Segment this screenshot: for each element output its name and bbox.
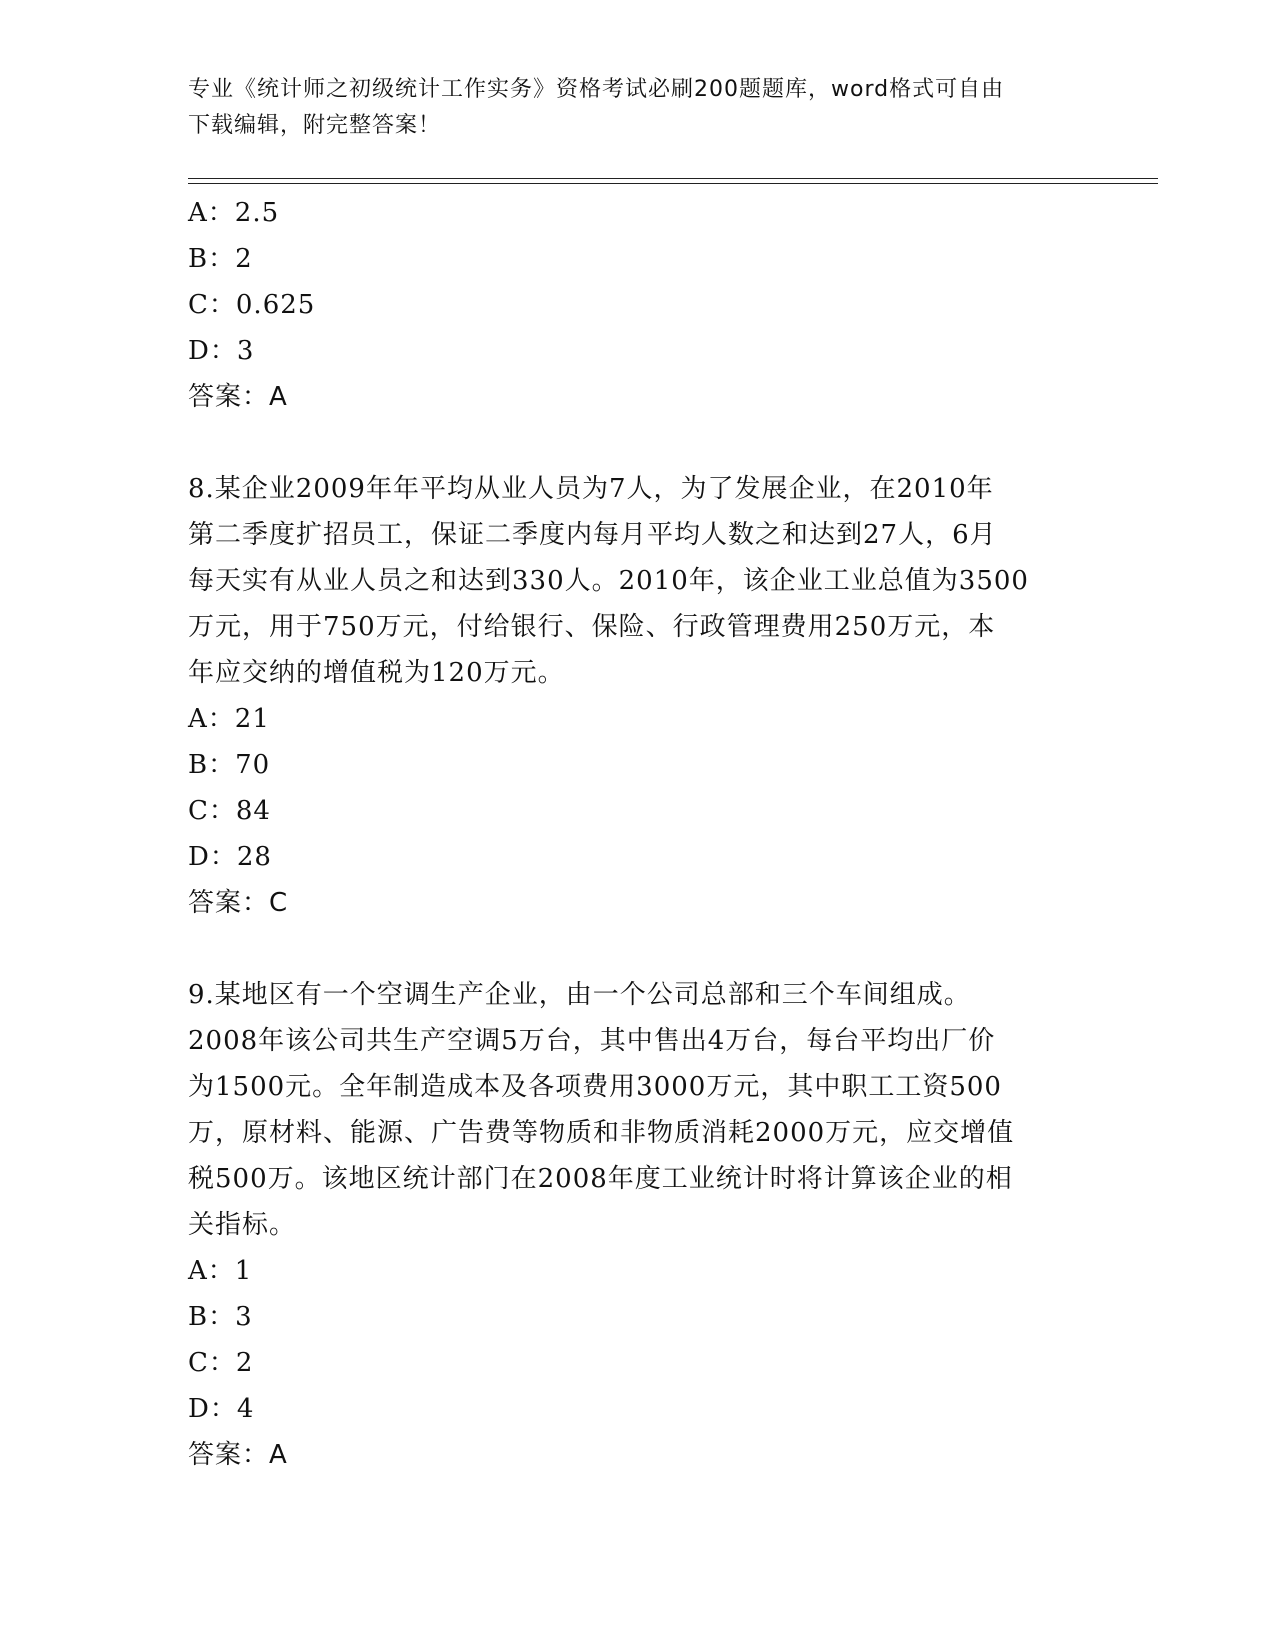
document-header: [188, 72, 1088, 144]
question-stem-line: 税500万。该地区统计部门在2008年度工业统计时将计算该企业的相: [188, 1164, 1013, 1194]
option-c: C：2: [188, 1348, 254, 1378]
question-9: [188, 972, 1088, 1478]
question-stem-line: 9.某地区有一个空调生产企业，由一个公司总部和三个车间组成。: [188, 980, 971, 1010]
option-c: C：84: [188, 796, 271, 826]
option-d: D：3: [188, 336, 255, 366]
header-divider-bottom: [188, 183, 1158, 184]
option-d: D：4: [188, 1394, 255, 1424]
header-line-1: 专业《统计师之初级统计工作实务》资格考试必刷200题题库，word格式可自由: [188, 77, 1005, 102]
question-stem-line: 万，原材料、能源、广告费等物质和非物质消耗2000万元，应交增值: [188, 1118, 1015, 1148]
option-b: B：2: [188, 244, 253, 274]
question-stem-line: 8.某企业2009年年平均从业人员为7人，为了发展企业，在2010年: [188, 474, 994, 504]
header-divider-top: [188, 178, 1158, 179]
question-stem-line: 第二季度扩招员工，保证二季度内每月平均人数之和达到27人，6月: [188, 520, 997, 550]
answer-line: 答案：A: [188, 1440, 288, 1470]
option-d: D：28: [188, 842, 272, 872]
document-body: [188, 190, 1088, 1478]
question-spacer: [188, 926, 1088, 972]
question-stem-line: 年应交纳的增值税为120万元。: [188, 658, 565, 688]
question-stem-line: 2008年该公司共生产空调5万台，其中售出4万台，每台平均出厂价: [188, 1026, 996, 1056]
question-stem-line: 万元，用于750万元，付给银行、保险、行政管理费用250万元，本: [188, 612, 996, 642]
answer-line: 答案：C: [188, 888, 289, 918]
option-b: B：70: [188, 750, 271, 780]
question-spacer: [188, 420, 1088, 466]
option-a: A：1: [188, 1256, 253, 1286]
header-line-2: 下载编辑，附完整答案！: [188, 113, 442, 138]
answer-line: 答案：A: [188, 382, 288, 412]
question-stem-line: 为1500元。全年制造成本及各项费用3000万元，其中职工工资500: [188, 1072, 1002, 1102]
question-stem-line: 关指标。: [188, 1210, 297, 1240]
question-8: [188, 466, 1088, 926]
question-7: [188, 190, 1088, 420]
option-c: C：0.625: [188, 290, 316, 320]
option-b: B：3: [188, 1302, 253, 1332]
question-stem-line: 每天实有从业人员之和达到330人。2010年，该企业工业总值为3500: [188, 566, 1029, 596]
option-a: A：2.5: [188, 198, 280, 228]
option-a: A：21: [188, 704, 270, 734]
